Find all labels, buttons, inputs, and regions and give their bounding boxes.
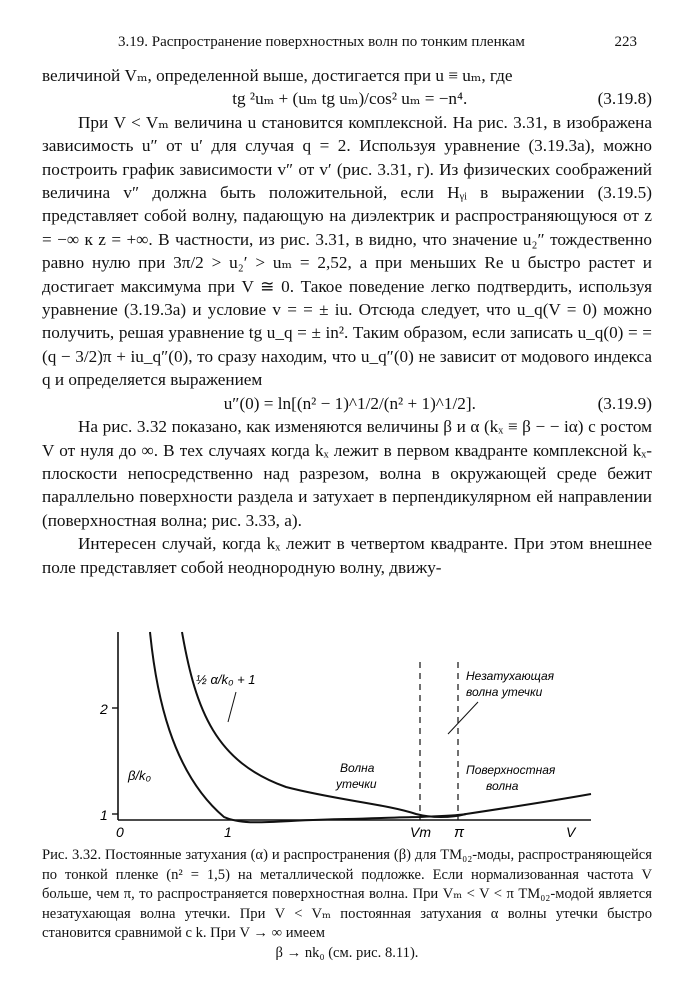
surface-wave-label-1: Поверхностная (466, 763, 556, 777)
caption-text: Рис. 3.32. Постоянные затухания (α) и распространения (β) для TM₀₂-моды, распространяющейся по тонкой пленке (n² = 1,5) на металлической подложке. Если нормализованная частота V больше, чем π, то распространяется поверхностная волна. При Vₘ < V < π TM₀₂-модой является незатухающая волна утечки. При V < Vₘ постоянная затухания α волны утечки быстро становится сравнимой с k. При V → ∞ имеем (42, 847, 652, 941)
equation-formula: u″(0) = ln[(n² − 1)^1/2/(n² + 1)^1/2]. (223, 393, 476, 413)
alpha-curve (182, 632, 466, 817)
alpha-curve-label: ½ α/k₀ + 1 (196, 672, 256, 687)
alpha-label-leader (228, 692, 236, 722)
beta-curve-label: β/k₀ (128, 768, 152, 783)
equation-3-19-8 (42, 87, 652, 110)
equation-3-19-9 (42, 392, 652, 415)
tick-label-pi: π (454, 824, 465, 841)
figure-3-32 (86, 622, 606, 842)
undamped-leaky-label-1: Незатухающая (466, 669, 555, 683)
leaky-wave-label-2: утечки (336, 777, 377, 791)
undamped-leaky-label-2: волна утечки (466, 685, 543, 699)
tick-label-v: V (566, 824, 576, 840)
tick-label-vm: Vm (410, 824, 431, 840)
tick-label-x0: 0 (116, 824, 124, 840)
leaky-wave-label-1: Волна (340, 761, 375, 775)
tick-label-y1: 1 (100, 807, 108, 823)
equation-number: (3.19.9) (597, 393, 652, 413)
figure-caption (42, 846, 652, 963)
equation-number: (3.19.8) (597, 89, 652, 109)
page-number: 223 (614, 34, 637, 50)
page-header (118, 34, 637, 51)
tick-label-y2: 2 (100, 701, 108, 717)
main-text (42, 64, 652, 579)
paragraph-1: величиной Vₘ, определенной выше, достигается при u ≡ uₘ, где (42, 66, 513, 85)
undamped-label-leader (448, 702, 478, 734)
caption-text-end: β → nk₀ (см. рис. 8.11). (275, 944, 419, 961)
tick-label-x1: 1 (224, 824, 232, 840)
equation-formula: tg ²uₘ + (uₘ tg uₘ)/cos² uₘ = −n⁴. (232, 89, 468, 109)
surface-wave-label-2: волна (486, 779, 519, 793)
paragraph-4: Интересен случай, когда kₓ лежит в четвертом квадранте. При этом внешнее поле представляет собой неоднородную волну, движу- (42, 534, 652, 577)
paragraph-2: При V < Vₘ величина u становится комплексной. На рис. 3.31, в изображена зависимость u″ от u′ для случая q = 2. Используя уравнение (3.19.3а), можно построить график зависимости v″ от v′ (рис. 3.31, г). Из физических соображений величина v″ должна быть положительной, если Hᵧᵢ в выражении (3.19.5) представляет собой волну, падающую на диэлектрик и распространяющуюся от z = −∞ к z = +∞. В частности, из рис. 3.31, в видно, что значение u₂″ тождественно равно нулю при 3π/2 > u₂′ > uₘ = 2,52, а при меньших Re u быстро растет и достигает максимума при V ≅ 0. Такое поведение легко подтвердить, используя уравнение (3.19.3а) и условие v = = ± iu. Отсюда следует, что u_q(V = 0) можно получить, решая уравнение tg u_q = ± in². Таким образом, если записать u_q(0) = = (q − 3/2)π + iu_q″(0), то сразу находим, что u_q″(0) не зависит от модового индекса q и определяется выражением (42, 112, 652, 390)
running-title: 3.19. Распространение поверхностных волн по тонким пленкам (118, 34, 525, 50)
paragraph-3: На рис. 3.32 показано, как изменяются величины β и α (kₓ ≡ β − − iα) с ростом V от нуля до ∞. В тех случаях когда kₓ лежит в первом квадранте комплексной kₓ-плоскости непосредственно над разрезом, волна в окружающей среде бежит параллельно поверхности раздела и затухает в перпендикулярном ей направлении (поверхностная волна; рис. 3.33, а). (42, 417, 652, 530)
beta-curve (150, 632, 591, 822)
